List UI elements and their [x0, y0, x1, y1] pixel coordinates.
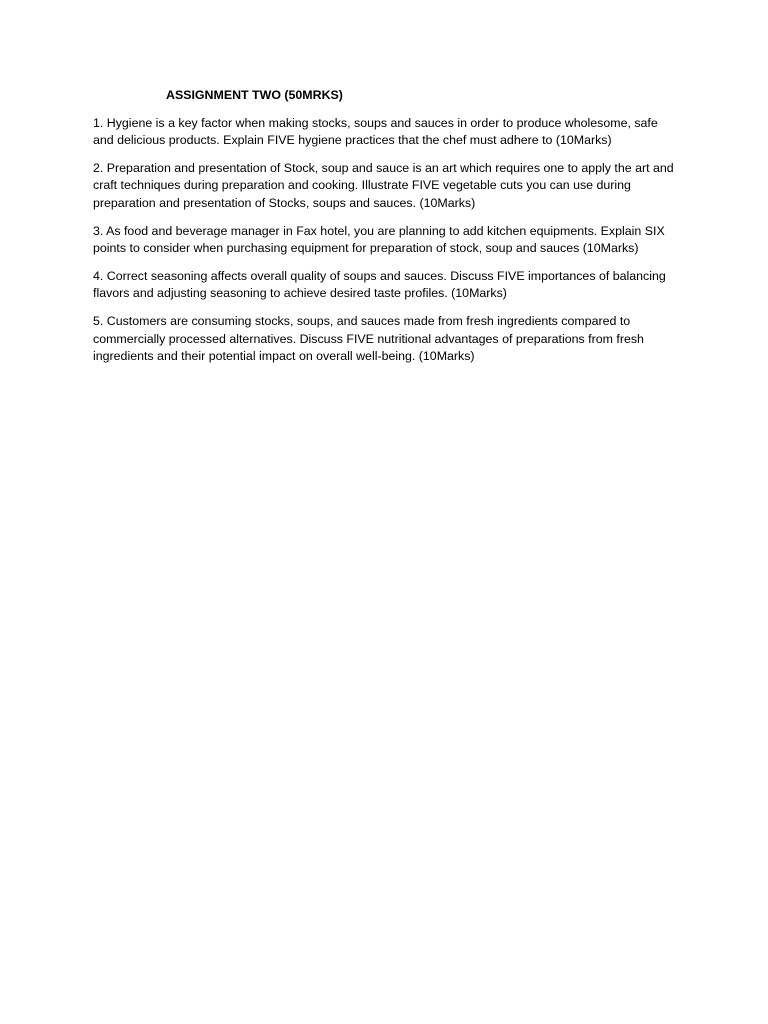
question-4: 4. Correct seasoning affects overall quality of soups and sauces. Discuss FIVE importances of balancing flavors and adjusting seasoning to achieve desired taste profiles. (10Marks) [93, 268, 666, 301]
question-5: 5. Customers are consuming stocks, soups, and sauces made from fresh ingredients compared to commercially processed alternatives. Discuss FIVE nutritional advantages of preparations from fresh ingredients and their potential impact on overall well-being. (10Marks) [93, 313, 644, 364]
question-3: 3. As food and beverage manager in Fax hotel, you are planning to add kitchen equipments. Explain SIX points to consider when purchasing equipment for preparation of stock, soup and sauces (10Marks) [93, 223, 665, 256]
question-2: 2. Preparation and presentation of Stock, soup and sauce is an art which requires one to apply the art and craft techniques during preparation and cooking. Illustrate FIVE vegetable cuts you can use during preparation and presentation of Stocks, soups and sauces. (10Marks) [93, 160, 674, 210]
assignment-title: ASSIGNMENT TWO (50MRKS) [166, 88, 343, 102]
document-body [93, 87, 677, 376]
question-1: 1. Hygiene is a key factor when making stocks, soups and sauces in order to produce wholesome, safe and delicious products. Explain FIVE hygiene practices that the chef must adhere to (10Marks) [93, 115, 658, 148]
